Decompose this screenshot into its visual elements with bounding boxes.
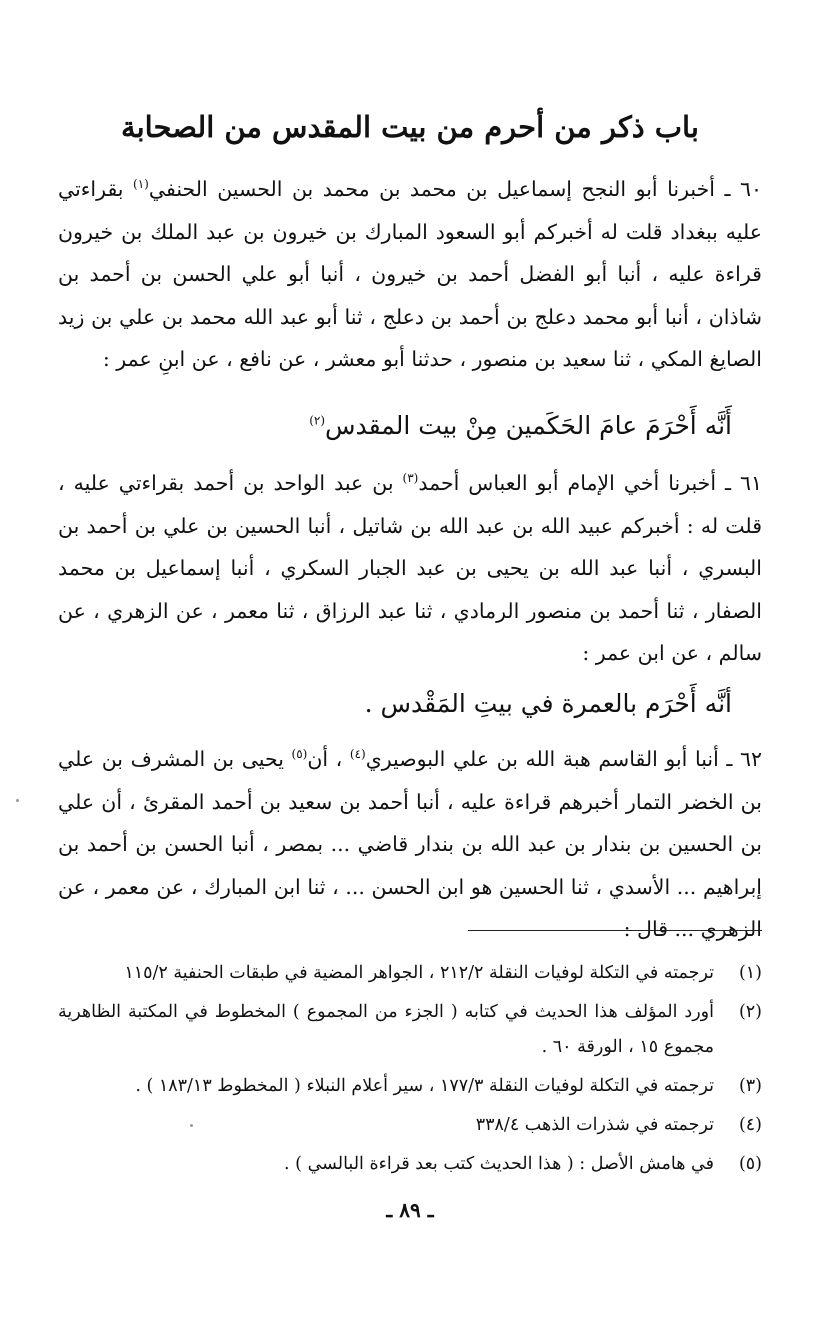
paragraph-text: ٦٠ ـ أخبرنا أبو النجح إسماعيل بن محمد بن محمد بن الحسين الحنفي bbox=[148, 177, 763, 201]
scan-speck bbox=[190, 1124, 193, 1127]
chapter-title: باب ذكر من أحرم من بيت المقدس من الصحابة bbox=[121, 110, 699, 144]
footnote-number: (٢) bbox=[738, 1002, 762, 1022]
footnote-ref[interactable]: (١) bbox=[133, 177, 149, 192]
footnote-item bbox=[58, 1147, 762, 1182]
paragraph-text: يحيى بن المشرف بن علي بن الخضر التمار أخبرهم قراءة عليه ، أنبا أحمد بن سعيد بن أحمد المقرئ ، أن علي بن الحسين بن بندار بن عبد الله بن بندار قاضي ... بمصر ، أنبا الحسن بن أحمد بن إبراهيم ... الأسدي ، ثنا الحسين هو ابن الحسن ... ، ثنا ابن المبارك ، عن معمر ، عن الزهري ... قال : bbox=[58, 747, 762, 942]
footnote-ref[interactable]: (٥) bbox=[291, 747, 308, 762]
hadith-paragraph-62 bbox=[58, 738, 762, 951]
hadith-quote-1 bbox=[58, 402, 732, 450]
quote-text: أَنَّه أَحْرَمَ عامَ الحَكَمين مِنْ بيت المقدس bbox=[325, 411, 732, 440]
footnote-text: ترجمته في التكلة لوفيات النقلة ١٧٧/٣ ، سير أعلام النبلاء ( المخطوط ١٨٣/١٣ ) . bbox=[135, 1076, 714, 1096]
footnote-text: في هامش الأصل : ( هذا الحديث كتب بعد قراءة البالسي ) . bbox=[284, 1154, 714, 1174]
page-number: ـ ٨٩ ـ bbox=[386, 1198, 434, 1222]
footnote-separator bbox=[468, 930, 762, 931]
paragraph-text: بقراءتي عليه ببغداد قلت له أخبركم أبو السعود المبارك بن خيرون بن عبد الملك بن خيرون قراءة عليه ، أنبا أبو الفضل أحمد بن خيرون ، أنبا أبو علي الحسن بن أحمد بن شاذان ، أنبا أبو محمد دعلج بن أحمد بن دعلج ، ثنا أبو عبد الله محمد بن علي بن زيد الصايغ المكي ، ثنا سعيد بن منصور ، حدثنا أبو معشر ، عن نافع ، عن ابنِ عمر : bbox=[58, 177, 762, 372]
footnote-item bbox=[58, 956, 762, 991]
footnote-item bbox=[58, 995, 762, 1065]
quote-text: أنَّه أَحْرَم بالعمرة في بيتِ المَقْدس . bbox=[364, 689, 732, 718]
footnote-number: (٥) bbox=[738, 1154, 762, 1174]
paragraph-text: ٦٢ ـ أنبا أبو القاسم هبة الله بن علي البوصيري bbox=[365, 747, 762, 771]
footnote-ref[interactable]: (٣) bbox=[402, 471, 419, 486]
paragraph-text: بن عبد الواحد بن أحمد بقراءتي عليه ، قلت له : أخبركم عبيد الله بن عبد الله بن شاتيل ، أنبا الحسين بن علي بن أحمد بن البسري ، أنبا عبد الله بن يحيى بن عبد الجبار السكري ، أنبا إسماعيل بن محمد الصفار ، ثنا أحمد بن منصور الرمادي ، ثنا عبد الرزاق ، ثنا معمر ، عن الزهري ، عن سالم ، عن ابن عمر : bbox=[58, 471, 762, 666]
footnote-item bbox=[58, 1108, 762, 1143]
footnote-number: (٣) bbox=[738, 1076, 762, 1096]
footnote-item bbox=[58, 1069, 762, 1104]
footnote-ref[interactable]: (٤) bbox=[349, 747, 366, 762]
footnote-number: (١) bbox=[738, 963, 762, 983]
footnote-text: أورد المؤلف هذا الحديث في كتابه ( الجزء من المجموع ) المخطوط في المكتبة الظاهرية مجموع ١٥ ، الورقة ٦٠ . bbox=[58, 1002, 714, 1057]
footnote-text: ترجمته في شذرات الذهب ٣٣٨/٤ bbox=[475, 1115, 714, 1135]
paragraph-text: ٦١ ـ أخبرنا أخي الإمام أبو العباس أحمد bbox=[418, 471, 762, 495]
scan-speck bbox=[16, 799, 19, 802]
hadith-quote-2 bbox=[58, 680, 732, 728]
paragraph-text: ، أن bbox=[307, 747, 350, 771]
footnote-text: ترجمته في التكلة لوفيات النقلة ٢١٢/٢ ، الجواهر المضية في طبقات الحنفية ١١٥/٢ bbox=[124, 963, 714, 983]
footnotes-list bbox=[58, 956, 762, 1186]
hadith-paragraph-61 bbox=[58, 462, 762, 675]
footnote-number: (٤) bbox=[738, 1115, 762, 1135]
hadith-paragraph-60 bbox=[58, 168, 762, 381]
footnote-ref[interactable]: (٢) bbox=[309, 413, 326, 428]
